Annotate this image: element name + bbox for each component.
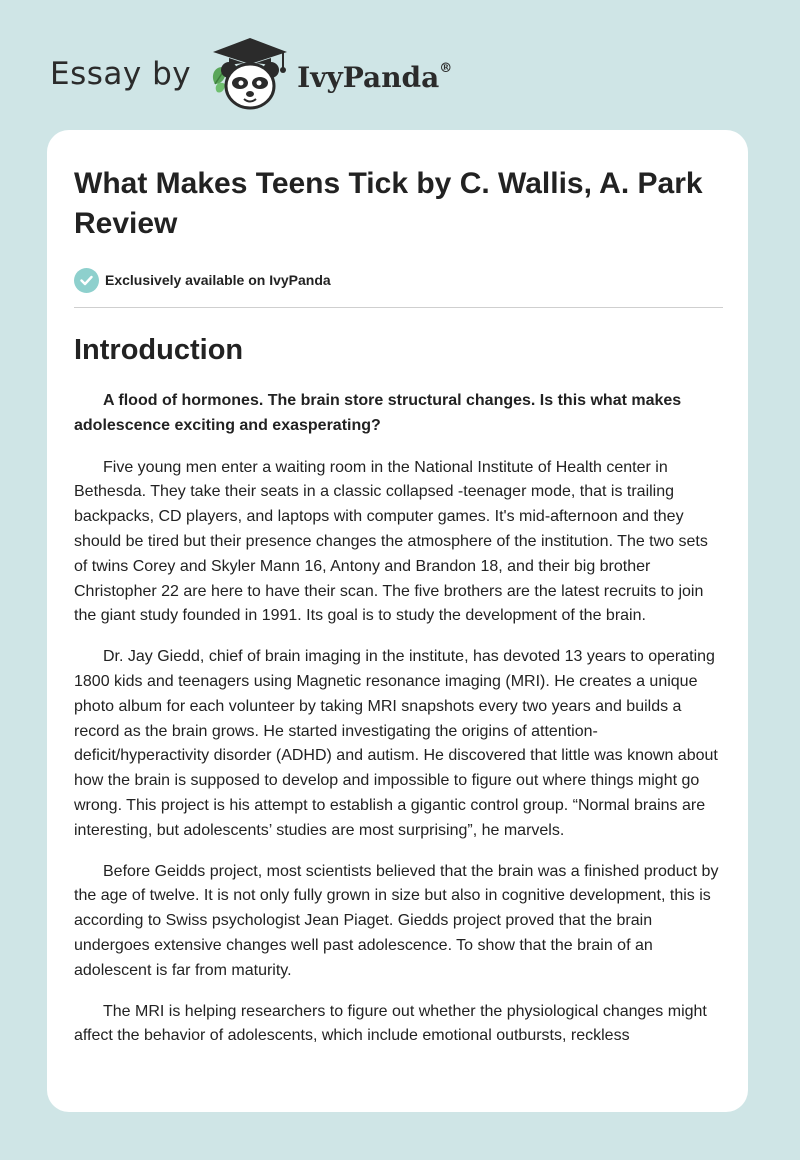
brand-name: IvyPanda® [297, 60, 453, 94]
exclusive-badge [74, 267, 724, 293]
section-heading: Introduction [74, 334, 244, 366]
article-content [74, 164, 724, 1049]
checkmark-icon [74, 268, 99, 293]
badge-label: Exclusively available on IvyPanda [105, 272, 331, 288]
brand-header[interactable] [50, 34, 452, 114]
body-paragraph: Five young men enter a waiting room in the National Institute of Health center in Bethesda. They take their seats in a classic collapsed -teenager mode, that is trailing backpacks, CD players, and laptops with computer games. It's mid-afternoon and they should be tired but their presence changes the atmosphere of the institution. The two sets of twins Corey and Skyler Mann 16, Antony and Brandon 18, and their big brother Christopher 22 are here to have their scan. The five brothers are the latest recruits to join the giant study founded in 1991. Its goal is to study the development of the brain. [74, 458, 708, 625]
lead-paragraph: A flood of hormones. The brain store structural changes. Is this what makes adolescence exciting and exasperating? [74, 392, 682, 434]
page-title: What Makes Teens Tick by C. Wallis, A. Park Review [74, 167, 703, 240]
panda-graduate-icon [207, 34, 293, 114]
brand-prefix: Essay by [50, 56, 192, 92]
body-paragraph: Before Geidds project, most scientists believed that the brain was a finished product by the age of twelve. It is not only fully grown in size but also in cognitive development, this is according to Swiss psychologist Jean Piaget. Giedds project proved that the brain undergoes extensive changes well past adolescence. To show that the brain of an adolescent is far from maturity. [74, 862, 719, 979]
body-paragraph: Dr. Jay Giedd, chief of brain imaging in the institute, has devoted 13 years to operating 1800 kids and teenagers using Magnetic resonance imaging (MRI). He creates a unique photo album for each volunteer by taking MRI snapshots every two years and builds a record as the brain grows. He started investigating the origins of attention-deficit/hyperactivity disorder (ADHD) and autism. He discovered that little was known about how the brain is supposed to develop and impossible to figure out where things might go wrong. This project is his attempt to establish a gigantic control group. “Normal brains are interesting, but adolescents’ studies are most surprising”, he marvels. [74, 648, 718, 839]
divider [74, 307, 723, 308]
article-card [47, 130, 748, 1112]
body-paragraph: The MRI is helping researchers to figure out whether the physiological changes might affect the behavior of adolescents, which include emotional outbursts, reckless [74, 1002, 707, 1045]
